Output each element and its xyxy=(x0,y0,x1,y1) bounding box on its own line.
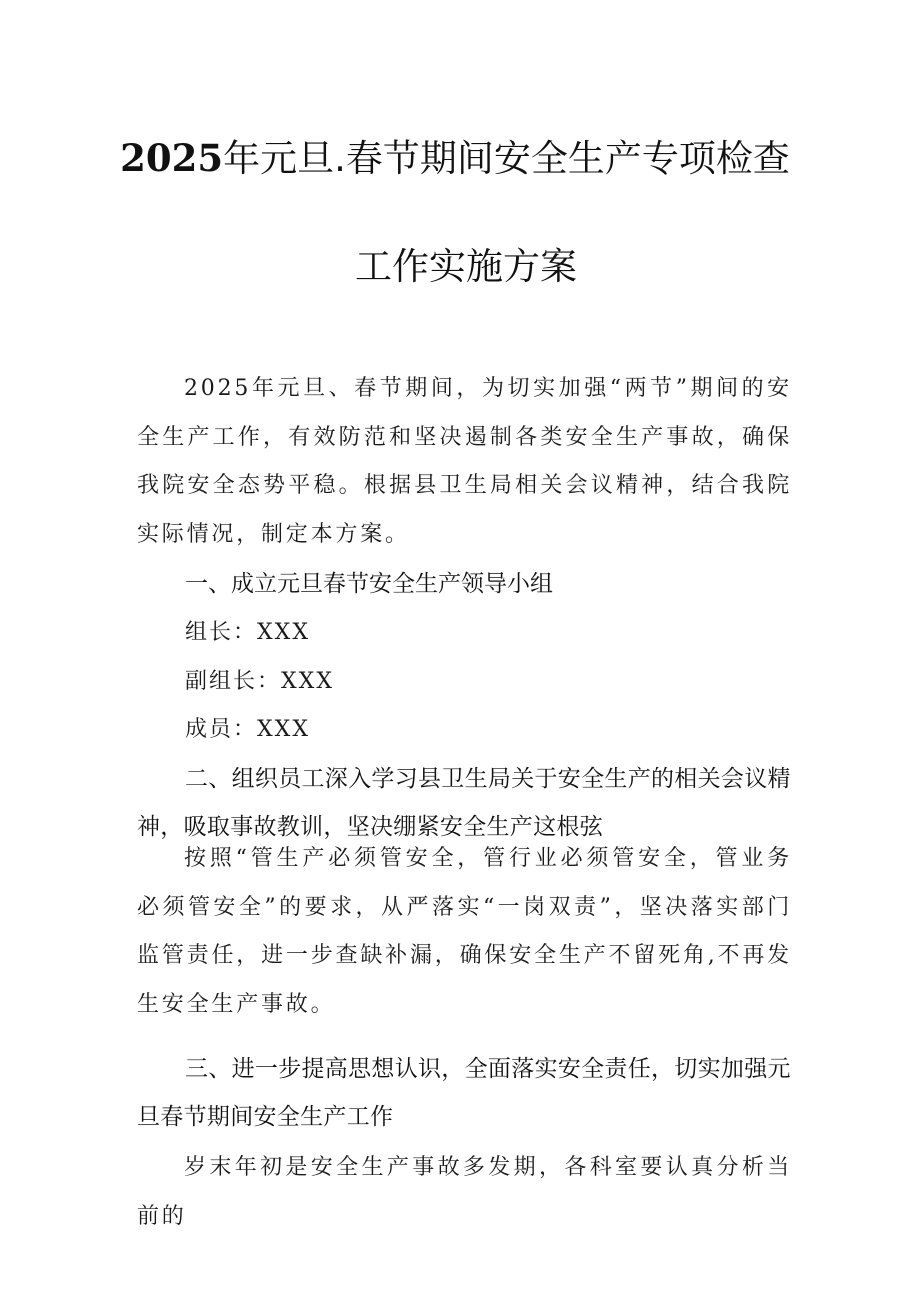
document-title-line-1 xyxy=(0,134,915,183)
document-title-line-2: 工作实施方案 xyxy=(355,245,577,288)
member-leader: 组长：XXX xyxy=(185,620,310,645)
section-2-heading: 二、组织员工深入学习县卫生局关于安全生产的相关会议精神，吸取事故教训，坚决绷紧安全生产这根弦 xyxy=(137,766,791,840)
member-members: 成员：XXX xyxy=(185,717,310,742)
title-text: 年元旦.春节期间安全生产专项检查 xyxy=(223,137,790,180)
section-3-paragraph: 岁末年初是安全生产事故多发期，各科室要认真分析当前的 xyxy=(137,1155,792,1229)
section-2-paragraph: 按照“管生产必须管安全，管行业必须管安全，管业务必须管安全”的要求，从严落实“一岗双责”，坚决落实部门监管责任，进一步查缺补漏，确保安全生产不留死角,不再发生安全生产事故。 xyxy=(137,846,792,1017)
section-3-heading: 三、进一步提高思想认识，全面落实安全责任，切实加强元旦春节期间安全生产工作 xyxy=(137,1056,791,1130)
intro-paragraph: 2025年元旦、春节期间，为切实加强“两节”期间的安全生产工作，有效防范和坚决遏制各类安全生产事故，确保我院安全态势平稳。根据县卫生局相关会议精神，结合我院实际情况，制定本方案。 xyxy=(137,376,792,547)
title-year: 2025 xyxy=(120,136,224,180)
member-deputy-leader: 副组长：XXX xyxy=(185,669,334,694)
section-1-heading: 一、成立元旦春节安全生产领导小组 xyxy=(185,571,553,597)
